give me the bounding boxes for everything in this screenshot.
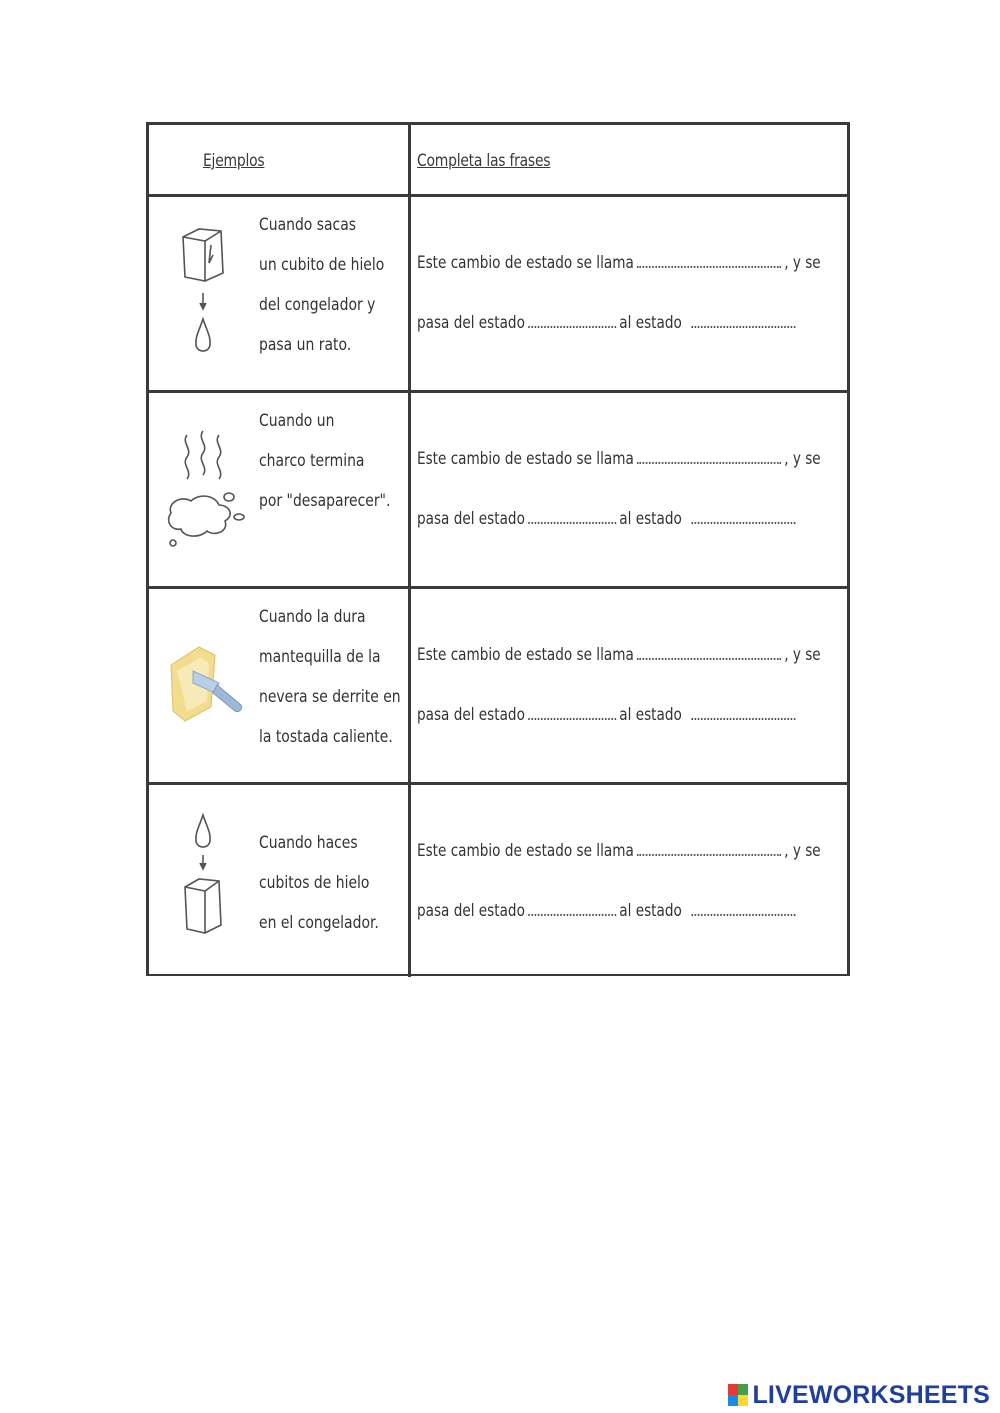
example-text: Cuando sacas un cubito de hielo del congelador y pasa un rato. [259,215,385,355]
example-text: Cuando la dura mantequilla de la nevera se derrite en la tostada caliente. [259,607,401,747]
example-text: Cuando un charco termina por "desaparecer". [259,411,391,511]
answer-blank[interactable] [528,902,616,916]
water-drop-freezing-icon [163,807,245,957]
table-row [149,589,847,785]
sentence-line-1: Este cambio de estado se llama , y se [417,449,821,469]
answer-blank[interactable] [691,902,795,916]
butter-knife-icon [163,611,245,761]
answer-blank[interactable] [637,254,781,268]
evaporating-puddle-icon [163,415,245,565]
header-complete-sentences: Completa las frases [417,151,551,171]
sentence-line-2: pasa del estado al estado [417,901,753,921]
answer-blank[interactable] [637,842,781,856]
sentence-line-1: Este cambio de estado se llama , y se [417,841,821,861]
table-row [149,393,847,589]
answer-blank[interactable] [528,314,616,328]
table-row [149,197,847,393]
sentence-line-2: pasa del estado al estado [417,705,753,725]
header-examples: Ejemplos [203,151,265,171]
column-divider [408,785,411,977]
worksheet-table [146,122,850,976]
answer-blank[interactable] [637,450,781,464]
brand-wordmark: LIVEWORKSHEETS [752,1380,990,1409]
column-divider [408,393,411,586]
column-divider [408,197,411,390]
answer-blank[interactable] [637,646,781,660]
sentence-line-1: Este cambio de estado se llama , y se [417,253,821,273]
answer-blank[interactable] [691,510,795,524]
sentence-line-2: pasa del estado al estado [417,313,753,333]
answer-blank[interactable] [528,510,616,524]
liveworksheets-logo-icon [728,1384,748,1406]
liveworksheets-branding [728,1380,990,1410]
table-header-row [149,125,847,197]
answer-blank[interactable] [528,706,616,720]
ice-cube-melting-icon [163,219,245,369]
column-divider [408,589,411,782]
column-divider [408,125,411,194]
table-row [149,785,847,977]
example-text: Cuando haces cubitos de hielo en el congelador. [259,833,379,933]
sentence-line-2: pasa del estado al estado [417,509,753,529]
sentence-line-1: Este cambio de estado se llama , y se [417,645,821,665]
answer-blank[interactable] [691,314,795,328]
answer-blank[interactable] [691,706,795,720]
